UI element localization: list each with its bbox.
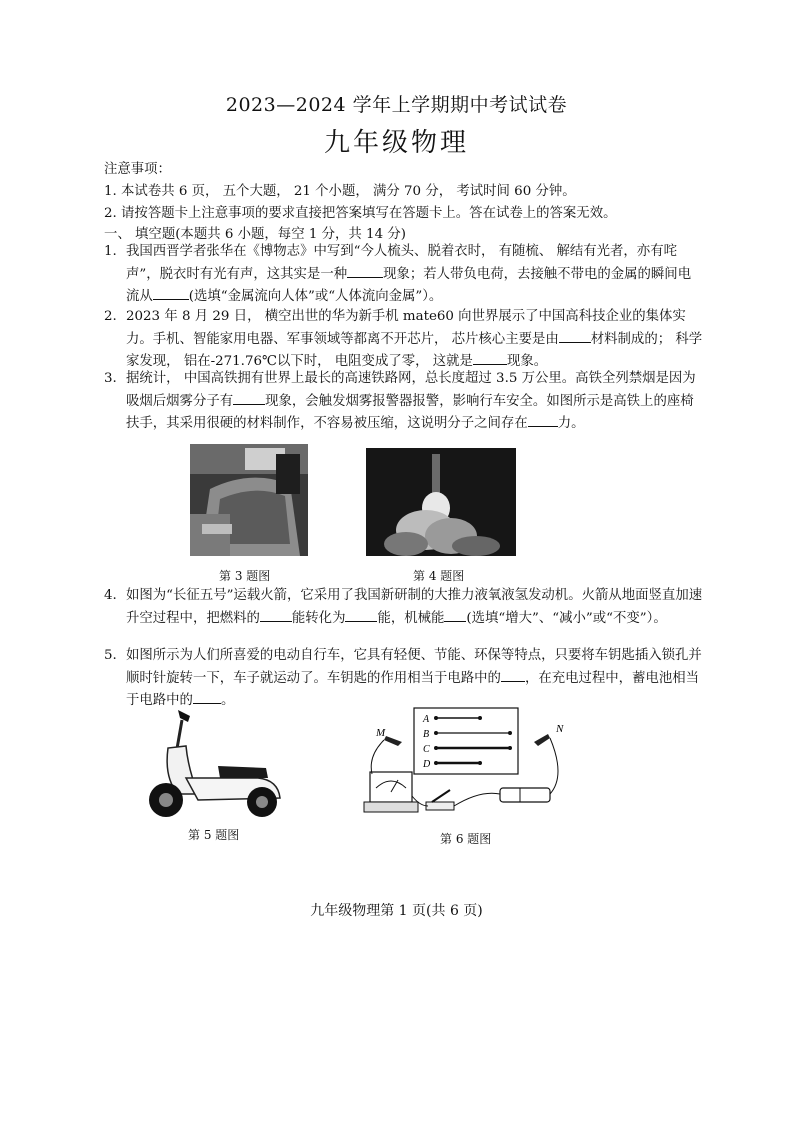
answer-blank [260,607,292,622]
label-c: C [423,744,430,755]
question-text: 现象；若人带负电荷，去接触不带电的金属的瞬间电流从 [126,266,692,304]
rocket-launch-icon [366,448,516,556]
answer-blank [233,390,265,405]
figure-6-circuit-diagram [350,706,580,830]
switch-icon [426,790,454,810]
figure-4-rocket-photo [366,448,516,556]
question-text: 能转化为 [291,610,346,626]
question-text: 。 [220,693,235,708]
label-a: A [423,714,430,725]
figure-5-scooter-icon [138,708,288,820]
label-m: M [376,727,386,739]
clip-m-icon [384,736,402,746]
question-text: 2023 年 8 月 29 日， 横空出世的华为新手机 mate60 向世界展示了中国高科技企业的集体实力。手机、智能家用电器、军事领域等都离不开芯片， 芯片核心主要是由 [126,309,686,347]
section-heading: 一、 填空题(本题共 6 小题，每空 1 分，共 14 分) [104,227,406,242]
question-2 [104,306,704,373]
question-number: 1. [104,244,117,259]
exam-title: 2023—2024 学年上学期期中考试试卷 [225,94,568,116]
question-text: 力。 [557,416,585,431]
notice-item-2: 2. 请按答题卡上注意事项的要求直接把答案填写在答题卡上。答在试卷上的答案无效。 [104,206,617,221]
question-number: 2. [104,309,117,324]
question-number: 4. [104,588,117,603]
seat-photo-icon [190,444,308,556]
question-3 [104,368,704,435]
question-number: 3. [104,371,117,386]
answer-blank [193,689,221,704]
question-text: 能，机械能 [377,610,445,626]
battery-icon [500,788,550,802]
question-4 [104,585,704,629]
question-text: 如图为“长征五号”运载火箭，它采用了我国新研制的大推力液氧液氢发动机。火箭从地面竖直加速升空过程中，把燃料的 [126,588,703,626]
answer-blank [444,607,466,622]
answer-blank [345,607,377,622]
label-n: N [556,723,564,735]
answer-blank [473,350,507,365]
label-b: B [423,729,430,740]
answer-blank [501,667,525,682]
answer-blank [153,285,189,300]
question-text: ，在充电过程中，蓄电池相当于电路中的 [126,670,700,708]
answer-blank [347,263,383,278]
clip-n-icon [534,734,550,746]
notice-item-1: 1. 本试卷共 6 页， 五个大题， 21 个小题， 满分 70 分， 考试时间 60 分钟。 [104,184,576,199]
figure-3-caption: 第 3 题图 [219,569,271,583]
question-text: (选填“增大”、“减小”或“不变”）。 [466,610,667,626]
ammeter-icon [364,772,418,812]
page-footer: 九年级物理第 1 页(共 6 页) [310,903,483,919]
question-text: 材料制成的； 科学家发现， 铝在-271.76℃以下时， 电阻变成了零， 这就是 [126,331,703,369]
notice-heading: 注意事项： [104,162,171,177]
question-5 [104,645,704,712]
answer-blank [528,412,558,427]
question-number: 5. [104,648,117,663]
question-text: 据统计， 中国高铁拥有世界上最长的高速铁路网，总长度超过 3.5 万公里。高铁全列禁烟是因为吸烟后烟雾分子有 [126,371,696,409]
question-text: 现象，会触发烟雾报警器报警，影响行车安全。如图所示是高铁上的座椅扶手，其采用很硬的材料制作，不容易被压缩，这说明分子之间存在 [126,393,694,431]
question-text: (选填“金属流向人体”或“人体流向金属”）。 [188,289,443,304]
figure-6-caption: 第 6 题图 [440,832,492,846]
question-text: 如图所示为人们所喜爱的电动自行车，它具有轻便、节能、环保等特点，只要将车钥匙插入锁孔并顺时针旋转一下，车子就运动了。车钥匙的作用相当于电路中的 [126,648,702,686]
label-d: D [423,759,431,770]
question-1 [104,241,704,308]
figure-4-caption: 第 4 题图 [413,569,465,583]
question-text: 我国西晋学者张华在《博物志》中写到“今人梳头、脱着衣时， 有随梳、 解结有光者，亦有咤声”，脱衣时有光有声，这其实是一种 [126,244,677,282]
answer-blank [559,328,591,343]
figure-5-caption: 第 5 题图 [188,828,240,842]
exam-subject: 九年级物理 [323,128,469,158]
question-text: 现象。 [506,354,548,369]
figure-3-seat-photo [190,444,308,556]
